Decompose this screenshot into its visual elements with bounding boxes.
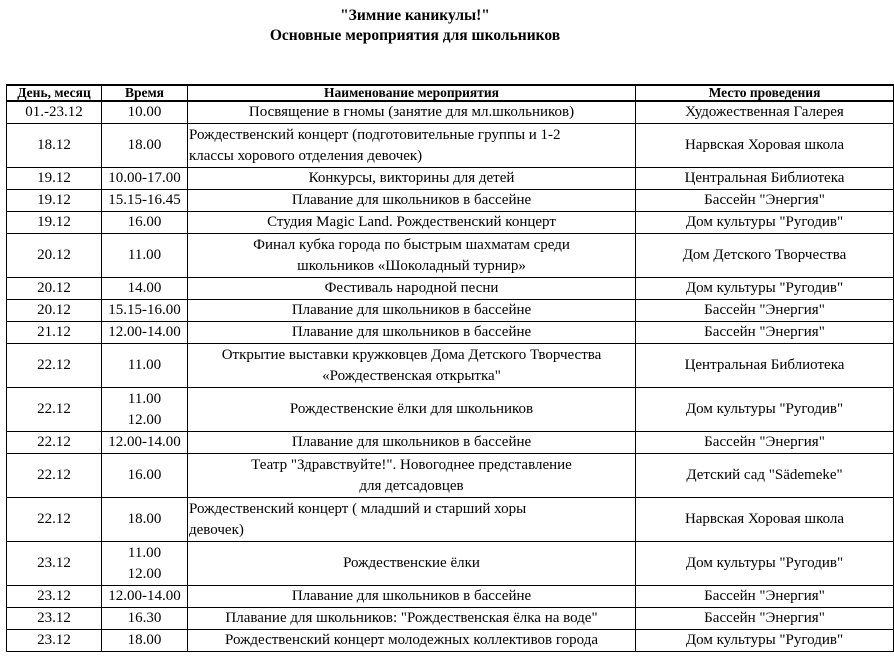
table-row (7, 542, 894, 586)
time-cell (102, 542, 188, 586)
date-cell: 22.12 (7, 344, 102, 388)
event-name-line: Плавание для школьников: "Рождественская ёлка на воде" (225, 610, 598, 626)
date-cell: 23.12 (7, 630, 102, 652)
time-line: 15.15-16.45 (108, 192, 181, 208)
date-cell: 01.-23.12 (7, 101, 102, 124)
time-line: 11.00 (127, 544, 162, 561)
table-row (7, 454, 894, 498)
place-cell: Дом культуры "Ругодив" (636, 212, 894, 234)
place-cell: Нарвская Хоровая школа (636, 498, 894, 542)
table-row (7, 124, 894, 168)
time-line: 16.30 (127, 610, 162, 626)
event-name-cell (188, 168, 636, 190)
table-row (7, 190, 894, 212)
time-cell (102, 586, 188, 608)
date-cell: 20.12 (7, 278, 102, 300)
date-cell: 22.12 (7, 454, 102, 498)
event-name-cell (188, 124, 636, 168)
time-cell (102, 101, 188, 124)
time-line: 16.00 (127, 214, 162, 230)
date-cell: 20.12 (7, 300, 102, 322)
event-name-cell (188, 344, 636, 388)
time-line: 12.00 (127, 411, 162, 428)
time-line: 11.00 (127, 390, 162, 407)
event-name-cell (188, 630, 636, 652)
time-line: 10.00-17.00 (108, 170, 181, 186)
date-cell: 23.12 (7, 608, 102, 630)
time-cell (102, 168, 188, 190)
time-cell (102, 322, 188, 344)
table-row (7, 101, 894, 124)
time-cell (102, 388, 188, 432)
place-cell: Бассейн "Энергия" (636, 586, 894, 608)
table-row (7, 388, 894, 432)
time-line: 18.00 (127, 511, 162, 527)
date-cell: 19.12 (7, 212, 102, 234)
table-row (7, 498, 894, 542)
time-line: 18.00 (127, 137, 162, 153)
place-cell: Бассейн "Энергия" (636, 608, 894, 630)
event-name-cell (188, 278, 636, 300)
event-name-line: Плавание для школьников в бассейне (291, 324, 532, 340)
event-name-line: Рождественские ёлки (343, 555, 480, 571)
date-cell: 19.12 (7, 190, 102, 212)
table-row (7, 322, 894, 344)
time-cell (102, 454, 188, 498)
time-cell (102, 608, 188, 630)
time-line: 11.00 (127, 247, 162, 263)
place-cell: Нарвская Хоровая школа (636, 124, 894, 168)
place-cell: Художественная Галерея (636, 101, 894, 124)
date-cell: 18.12 (7, 124, 102, 168)
place-cell: Центральная Библиотека (636, 344, 894, 388)
date-cell: 22.12 (7, 388, 102, 432)
place-cell: Бассейн "Энергия" (636, 432, 894, 454)
time-line: 12.00-14.00 (108, 324, 181, 340)
place-cell: Бассейн "Энергия" (636, 300, 894, 322)
event-name-cell (188, 190, 636, 212)
table-row (7, 630, 894, 652)
event-name-line: девочек) (189, 521, 244, 538)
table-header-row (7, 85, 894, 101)
event-name-line: для детсадовцев (359, 477, 464, 494)
event-name-line: Рождественский концерт молодежных коллективов города (224, 632, 599, 648)
date-cell: 21.12 (7, 322, 102, 344)
time-line: 16.00 (127, 467, 162, 483)
place-cell: Бассейн "Энергия" (636, 322, 894, 344)
event-name-line: Плавание для школьников в бассейне (291, 302, 532, 318)
event-name-line: Рождественские ёлки для школьников (289, 401, 534, 417)
event-name-cell (188, 432, 636, 454)
event-name-line: классы хорового отделения девочек) (189, 147, 423, 164)
time-cell (102, 498, 188, 542)
event-name-cell (188, 212, 636, 234)
time-cell (102, 190, 188, 212)
date-cell: 23.12 (7, 586, 102, 608)
time-cell (102, 300, 188, 322)
date-cell: 19.12 (7, 168, 102, 190)
event-name-line: Фестиваль народной песни (324, 280, 499, 296)
event-name-line: Плавание для школьников в бассейне (291, 588, 532, 604)
table-row (7, 586, 894, 608)
place-cell: Дом культуры "Ругодив" (636, 542, 894, 586)
event-name-line: Рождественский концерт (подготовительные группы и 1-2 (189, 126, 561, 143)
event-name-cell (188, 542, 636, 586)
event-name-line: Финал кубка города по быстрым шахматам среди (253, 236, 570, 253)
place-cell: Центральная Библиотека (636, 168, 894, 190)
column-header-place: Место проведения (636, 85, 894, 101)
page-subtitle: Основные мероприятия для школьников (269, 27, 561, 44)
event-name-line: Плавание для школьников в бассейне (291, 192, 532, 208)
event-name-cell (188, 498, 636, 542)
column-header-date: День, месяц (7, 85, 102, 101)
time-cell (102, 344, 188, 388)
event-name-line: школьников «Шоколадный турнир» (297, 257, 526, 274)
event-name-cell (188, 586, 636, 608)
event-name-cell (188, 322, 636, 344)
table-row (7, 168, 894, 190)
place-cell: Бассейн "Энергия" (636, 190, 894, 212)
place-cell: Дом Детского Творчества (636, 234, 894, 278)
time-line: 10.00 (127, 104, 162, 120)
time-line: 12.00-14.00 (108, 434, 181, 450)
place-cell: Дом культуры "Ругодив" (636, 630, 894, 652)
table-row (7, 300, 894, 322)
event-name-cell (188, 608, 636, 630)
time-cell (102, 278, 188, 300)
time-cell (102, 234, 188, 278)
event-name-line: Открытие выставки кружковцев Дома Детского Творчества (221, 346, 602, 363)
time-line: 15.15-16.00 (108, 302, 181, 318)
time-cell (102, 630, 188, 652)
date-cell: 20.12 (7, 234, 102, 278)
event-name-line: Студия Magic Land. Рождественский концерт (267, 214, 556, 230)
time-cell (102, 124, 188, 168)
time-line: 12.00 (127, 565, 162, 582)
events-table (6, 84, 894, 652)
column-header-time: Время (102, 85, 188, 101)
event-name-line: Конкурсы, викторины для детей (308, 170, 515, 186)
event-name-cell (188, 234, 636, 278)
page-title: "Зимние каникулы!" (340, 7, 490, 24)
time-line: 18.00 (127, 632, 162, 648)
table-row (7, 278, 894, 300)
event-name-line: Театр "Здравствуйте!". Новогоднее представление (251, 456, 572, 473)
date-cell: 23.12 (7, 542, 102, 586)
events-table-body (7, 101, 894, 652)
event-name-line: Посвящение в гномы (занятие для мл.школьников) (248, 104, 575, 120)
time-cell (102, 212, 188, 234)
event-name-cell (188, 388, 636, 432)
table-row (7, 608, 894, 630)
time-line: 11.00 (127, 357, 162, 373)
table-row (7, 344, 894, 388)
place-cell: Дом культуры "Ругодив" (636, 388, 894, 432)
place-cell: Дом культуры "Ругодив" (636, 278, 894, 300)
table-row (7, 234, 894, 278)
event-name-line: Плавание для школьников в бассейне (291, 434, 532, 450)
place-cell: Детский сад "Sädemeke" (636, 454, 894, 498)
table-row (7, 212, 894, 234)
time-line: 14.00 (127, 280, 162, 296)
date-cell: 22.12 (7, 432, 102, 454)
event-name-cell (188, 101, 636, 124)
event-name-line: «Рождественская открытка" (322, 367, 501, 384)
column-header-event: Наименование мероприятия (188, 85, 636, 101)
event-name-line: Рождественский концерт ( младший и старший хоры (189, 500, 527, 517)
event-name-cell (188, 300, 636, 322)
event-name-cell (188, 454, 636, 498)
time-line: 12.00-14.00 (108, 588, 181, 604)
table-row (7, 432, 894, 454)
date-cell: 22.12 (7, 498, 102, 542)
time-cell (102, 432, 188, 454)
